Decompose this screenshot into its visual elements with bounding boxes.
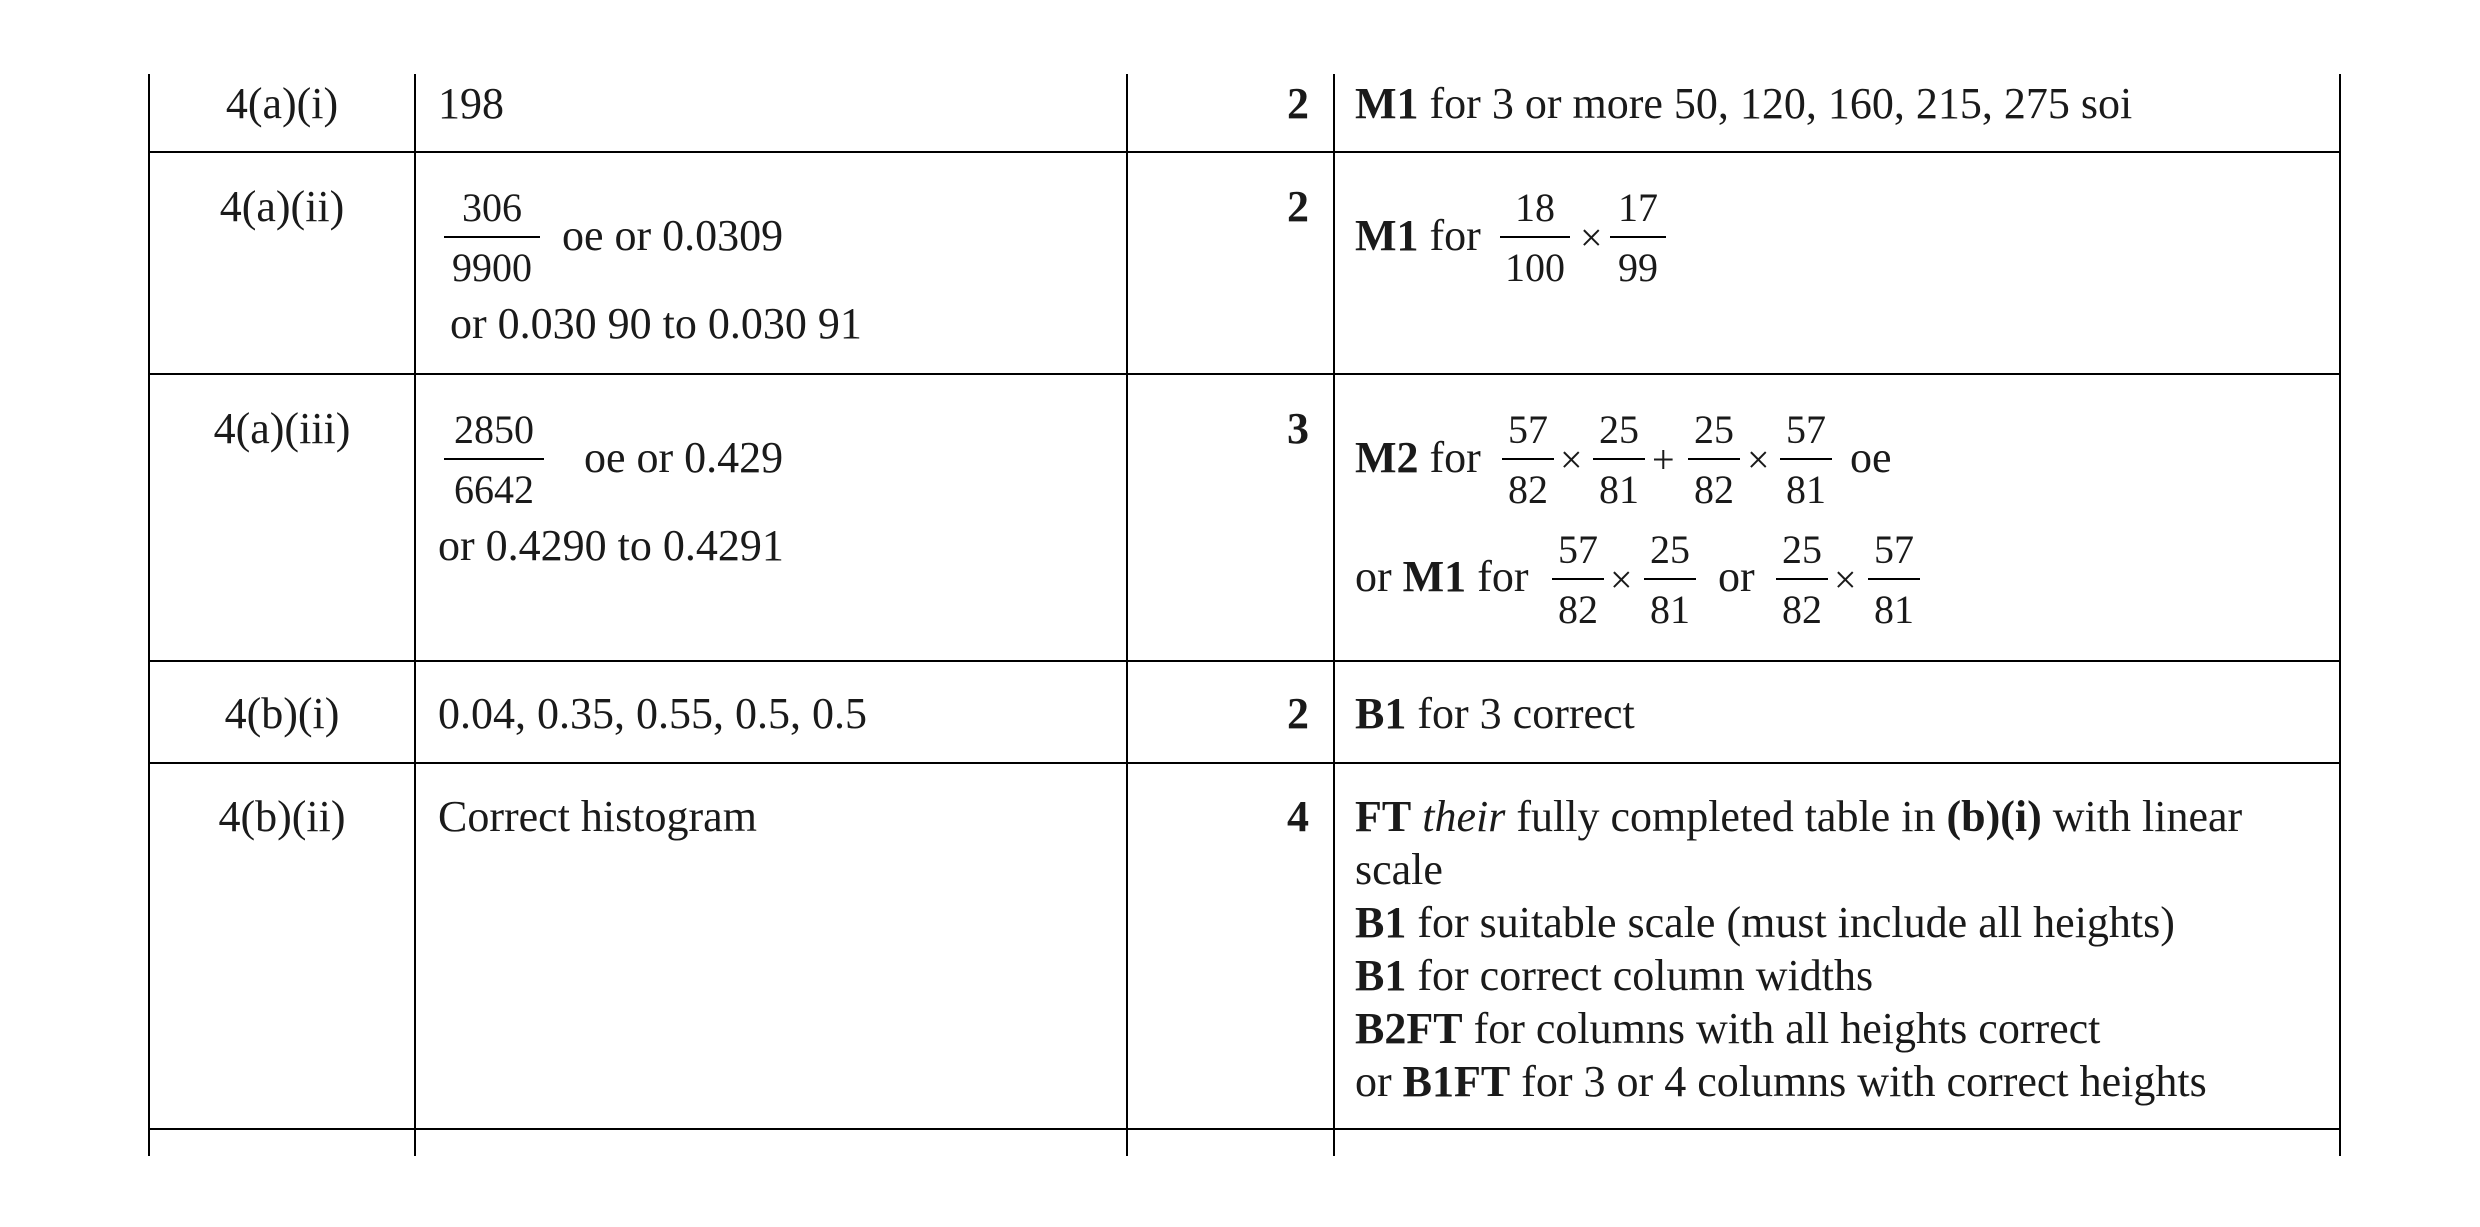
marks-value: 2 — [1287, 79, 1309, 128]
marks-value: 2 — [1287, 689, 1309, 738]
question-number: 4(b)(ii) — [218, 792, 346, 841]
guidance-text: M1 for 3 or more 50, 120, 160, 215, 275 soi — [1355, 79, 2133, 128]
guidance-method: M2 for — [1355, 433, 1481, 482]
question-number: 4(b)(i) — [224, 689, 340, 738]
guidance-line: B1 for suitable scale (must include all heights) — [1355, 898, 2175, 947]
row-divider — [148, 660, 2340, 662]
answer-text: Correct histogram — [438, 792, 757, 841]
guidance-fraction: 25 81 — [1593, 410, 1645, 510]
question-number: 4(a)(i) — [225, 79, 339, 128]
table-border-right — [2339, 74, 2341, 1156]
marks-value: 4 — [1287, 792, 1309, 841]
guidance-line: or B1FT for 3 or 4 columns with correct heights — [1355, 1057, 2207, 1106]
answer-text: 198 — [438, 79, 504, 128]
guidance-line: scale — [1355, 845, 1443, 894]
answer-range: or 0.4290 to 0.4291 — [438, 521, 784, 570]
guidance-line: B2FT for columns with all heights correct — [1355, 1004, 2101, 1053]
multiply-symbol: × — [1560, 437, 1583, 482]
row-divider — [148, 1128, 2340, 1130]
guidance-line: B1 for correct column widths — [1355, 951, 1874, 1000]
guidance-text: B1 for 3 correct — [1355, 689, 1635, 738]
answer-suffix: oe or 0.429 — [584, 433, 784, 482]
guidance-fraction: 57 81 — [1868, 530, 1920, 630]
answer-suffix: oe or 0.0309 — [562, 211, 784, 260]
guidance-fraction: 57 81 — [1780, 410, 1832, 510]
column-divider — [1333, 74, 1335, 1156]
guidance-fraction: 18 100 — [1500, 188, 1570, 288]
row-divider — [148, 373, 2340, 375]
question-number: 4(a)(ii) — [219, 182, 345, 231]
guidance-fraction: 57 82 — [1552, 530, 1604, 630]
answer-range: or 0.030 90 to 0.030 91 — [450, 299, 862, 348]
answer-text: 0.04, 0.35, 0.55, 0.5, 0.5 — [438, 689, 867, 738]
multiply-symbol: × — [1610, 557, 1633, 602]
answer-fraction: 306 9900 — [444, 188, 540, 288]
multiply-symbol: × — [1834, 557, 1857, 602]
column-divider — [1126, 74, 1128, 1156]
guidance-or: or — [1718, 552, 1755, 601]
marks-value: 2 — [1287, 182, 1309, 231]
guidance-method: M1 for — [1355, 211, 1481, 260]
guidance-tail: oe — [1850, 433, 1892, 482]
guidance-fraction: 17 99 — [1610, 188, 1666, 288]
guidance-line: FT their fully completed table in (b)(i) with linear — [1355, 792, 2243, 841]
guidance-method: or M1 for — [1355, 552, 1529, 601]
multiply-symbol: × — [1580, 215, 1603, 260]
guidance-fraction: 25 82 — [1776, 530, 1828, 630]
multiply-symbol: × — [1747, 437, 1770, 482]
marks-value: 3 — [1287, 404, 1309, 453]
plus-symbol: + — [1652, 437, 1675, 482]
column-divider — [414, 74, 416, 1156]
table-border-left — [148, 74, 150, 1156]
row-divider — [148, 762, 2340, 764]
question-number: 4(a)(iii) — [213, 404, 351, 453]
guidance-fraction: 57 82 — [1502, 410, 1554, 510]
guidance-fraction: 25 81 — [1644, 530, 1696, 630]
row-divider — [148, 151, 2340, 153]
guidance-fraction: 25 82 — [1688, 410, 1740, 510]
answer-fraction: 2850 6642 — [444, 410, 544, 510]
